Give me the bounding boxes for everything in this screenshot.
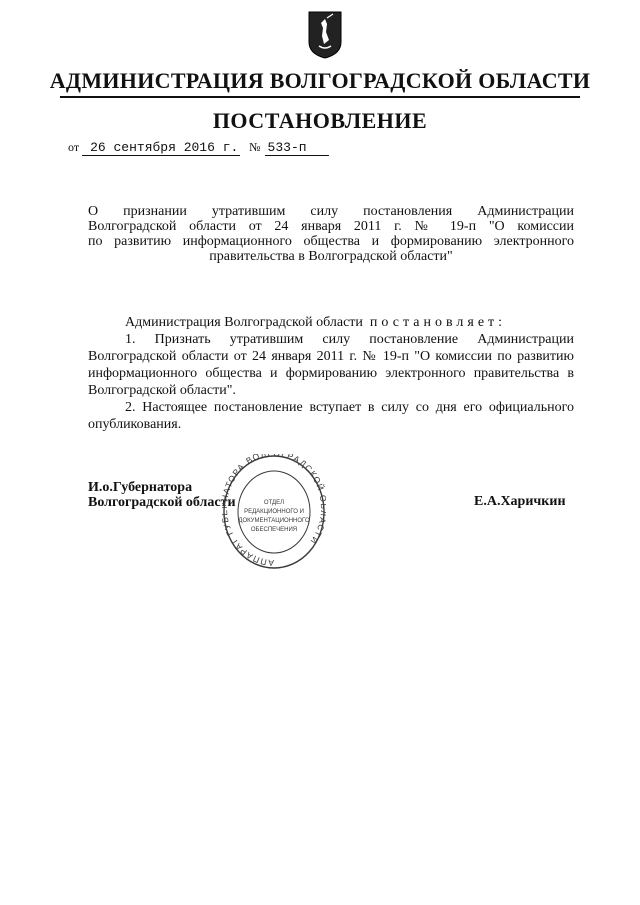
signer-name: Е.А.Харичкин <box>474 494 566 509</box>
signer-position-line: И.о.Губернатора <box>88 480 193 495</box>
decree-item-2: 2. Настоящее постановление вступает в силу со дня его официального опубликования. <box>88 400 574 432</box>
svg-text:ОТДЕЛРЕДАКЦИОННОГО ИДОКУМЕНТАЦ: ОТДЕЛ РЕДАКЦИОННОГО И ДОКУМЕНТАЦИОННОГО ОБЕСПЕЧЕНИЯ <box>238 500 310 533</box>
subject-line: Волгоградской области от 24 января 2011 г. № 19-п "О комиссии <box>88 219 574 234</box>
decree-item-1: 1. Признать утратившим силу постановление Администрации Волгоградской области от 24 января 2011 г. № 19-п "О комиссии по развитию информационного общества и формированию электронного правительства в Волгоградской области". <box>88 332 574 398</box>
signer-position-line: Волгоградской области <box>88 495 236 510</box>
svg-text:АППАРАТ ГУБЕРНАТОРА ВОЛГОГРАДС: АППАРАТ ГУ АТОРА ВОЛ ГРАДСКОЙ СТИ <box>222 454 326 569</box>
decree-intro <box>125 314 574 331</box>
date-number-line <box>68 140 329 156</box>
signer-position <box>88 480 236 510</box>
organization-title: АДМИНИСТРАЦИЯ ВОЛГОГРАДСКОЙ ОБЛАСТИ <box>49 68 591 93</box>
document-type-title: ПОСТАНОВЛЕНИЕ <box>212 108 428 133</box>
header-divider <box>60 96 580 98</box>
number-sign: № <box>249 140 261 154</box>
document-date: 26 сентября 2016 г. <box>82 140 240 156</box>
document-number: 533-п <box>265 140 329 156</box>
date-prefix: от <box>68 140 80 154</box>
document-subject <box>88 204 574 264</box>
official-seal-stamp <box>222 454 326 574</box>
subject-line: правительства в Волгоградской области" <box>209 249 453 264</box>
document-body <box>88 314 574 433</box>
coat-of-arms-emblem <box>307 10 343 60</box>
decree-word: постановляет: <box>369 315 507 330</box>
subject-line: по развитию информационного общества и формированию электронного <box>88 234 574 249</box>
subject-line: О признании утратившим силу постановления Администрации <box>88 204 574 219</box>
intro-text: Администрация Волгоградской области <box>125 315 363 330</box>
